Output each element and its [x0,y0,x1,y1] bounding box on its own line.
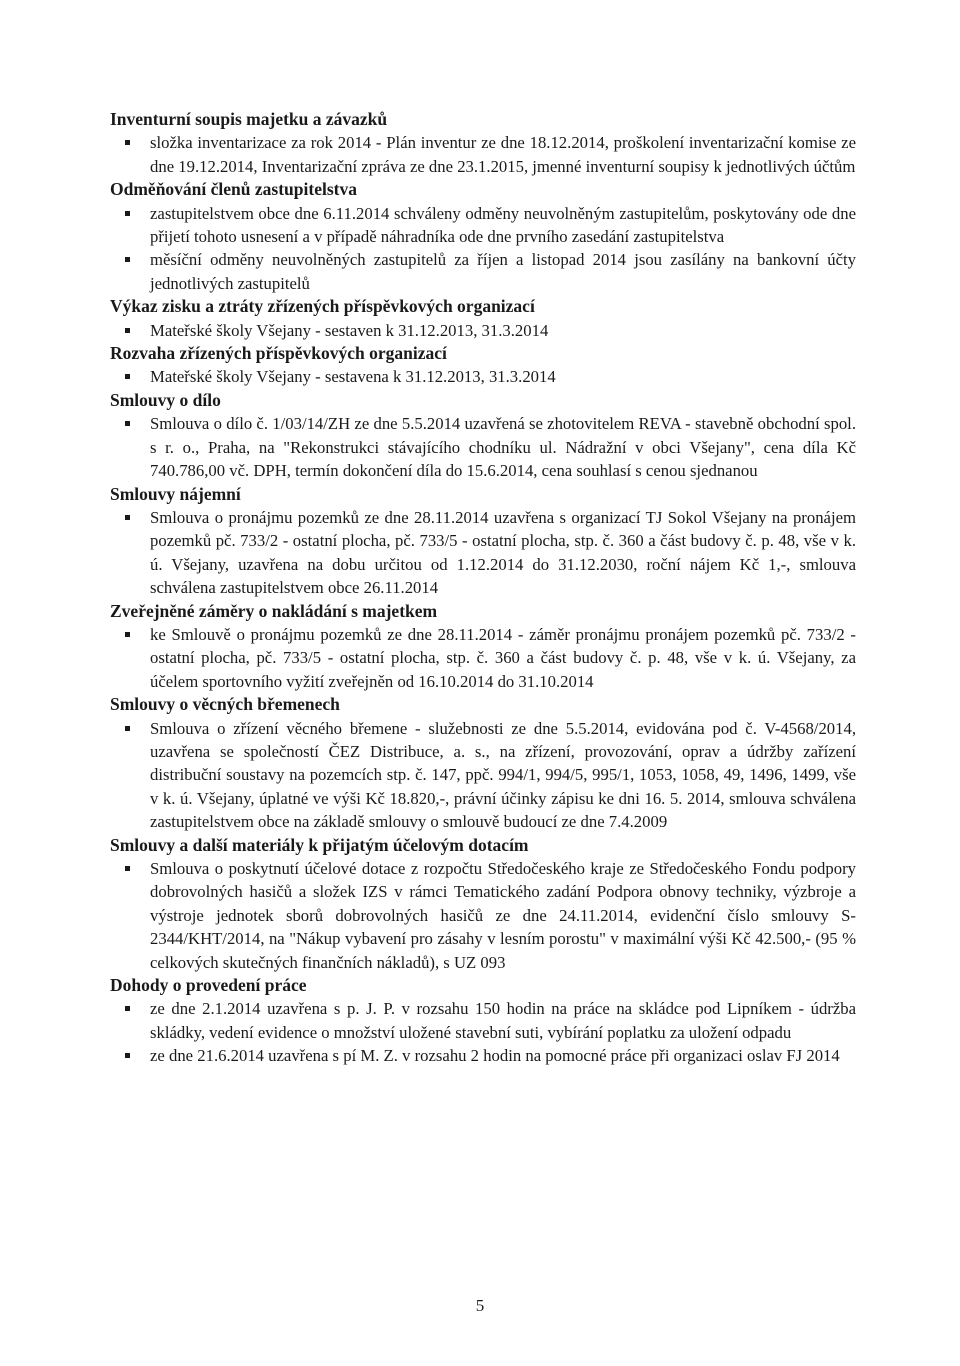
list-item [110,1044,856,1067]
section-item-list [110,717,856,834]
section-heading: Zveřejněné záměry o nakládání s majetkem [110,600,438,621]
bullet-icon [125,632,130,637]
list-item-text: měsíční odměny neuvolněných zastupitelů za říjen a listopad 2014 jsou zasílány na bankovní účty jednotlivých zastupitelů [150,250,856,293]
list-item-text: Smlouva o poskytnutí účelové dotace z rozpočtu Středočeského kraje ze Středočeského Fondu podpory dobrovolných hasičů a složek IZS v rámci Tematického zadání Podpora obnovy techniky, výzbroje a výstroje jednotek sborů dobrovolných hasičů ze dne 24.11.2014, evidenční číslo smlouvy S-2344/KHT/2014, na "Nákup vybavení pro zásahy v lesním porostu" v maximální výši Kč 42.500,- (95 % celkových skutečných finančních nákladů), s UZ 093 [150,859,856,972]
bullet-icon [125,1053,130,1058]
list-item [110,248,856,295]
section-item-list [110,202,856,296]
section-item-list [110,131,856,178]
section-heading: Smlouvy a další materiály k přijatým účelovým dotacím [110,834,529,855]
section-heading: Rozvaha zřízených příspěvkových organizací [110,343,447,364]
section-item-list [110,857,856,974]
list-item [110,506,856,600]
list-item-text: Mateřské školy Všejany - sestavena k 31.12.2013, 31.3.2014 [150,367,556,387]
list-item-text: Smlouva o dílo č. 1/03/14/ZH ze dne 5.5.2014 uzavřená se zhotovitelem REVA - stavebně obchodní spol. s r. o., Praha, na "Rekonstrukci stávajícího chodníku ul. Nádražní v obci Všejany", cena díla Kč 740.786,00 vč. DPH, termín dokončení díla do 15.6.2014, cena souhlasí s cenou sjednanou [150,414,856,481]
document-body [110,108,856,1068]
section-item-list [110,506,856,600]
section-heading: Výkaz zisku a ztráty zřízených příspěvkových organizací [110,296,535,317]
list-item [110,319,856,342]
list-item [110,131,856,178]
page-number: 5 [475,1296,485,1315]
list-item-text: ke Smlouvě o pronájmu pozemků ze dne 28.11.2014 - záměr pronájmu pronájem pozemků pč. 733/2 - ostatní plocha, pč. 733/5 - ostatní plocha, stp. č. 360 a část budovy č. p. 48, vše v k. ú. Všejany, za účelem sportovního vyžití zveřejněn od 16.10.2014 do 31.10.2014 [150,624,856,691]
section-heading: Smlouvy nájemní [110,483,241,504]
list-item [110,365,856,388]
list-item [110,717,856,834]
section-heading: Odměňování členů zastupitelstva [110,179,357,200]
section-heading: Smlouvy o dílo [110,389,221,410]
section-item-list [110,365,856,388]
bullet-icon [125,140,130,145]
section-heading: Smlouvy o věcných břemenech [110,694,340,715]
list-item [110,202,856,249]
section-item-list [110,412,856,482]
bullet-icon [125,726,130,731]
bullet-icon [125,211,130,216]
list-item-text: ze dne 21.6.2014 uzavřena s pí M. Z. v rozsahu 2 hodin na pomocné práce při organizaci oslav FJ 2014 [150,1046,840,1066]
bullet-icon [125,866,130,871]
bullet-icon [125,257,130,262]
list-item [110,857,856,974]
list-item-text: složka inventarizace za rok 2014 - Plán inventur ze dne 18.12.2014, proškolení inventarizační komise ze dne 19.12.2014, Inventarizační zpráva ze dne 23.1.2015, jmenné inventurní soupisy k jednotlivých účtům [150,133,856,176]
list-item-text: Smlouva o zřízení věcného břemene - služebnosti ze dne 5.5.2014, evidována pod č. V-4568/2014, uzavřena se společností ČEZ Distribuce, a. s., na zřízení, provozování, oprav a údržby zařízení distribuční soustavy na pozemcích stp. č. 147, ppč. 994/1, 994/5, 995/1, 1053, 1058, 49, 1496, 1499, vše v k. ú. Všejany, úplatné ve výši Kč 18.820,-, právní účinky zápisu ke dni 16. 5. 2014, smlouva schválena zastupitelstvem obce na základě smlouvy o smlouvě budoucí ze dne 7.4.2009 [150,718,856,832]
bullet-icon [125,328,130,333]
list-item [110,412,856,482]
bullet-icon [125,1006,130,1011]
section-item-list [110,319,856,342]
list-item [110,997,856,1044]
bullet-icon [125,421,130,426]
list-item-text: Smlouva o pronájmu pozemků ze dne 28.11.2014 uzavřena s organizací TJ Sokol Všejany na pronájem pozemků pč. 733/2 - ostatní plocha, pč. 733/5 - ostatní plocha, stp. č. 360 a část budovy č. p. 48, vše v k. ú. Všejany, uzavřena na dobu určitou od 1.12.2014 do 31.12.2030, roční nájem Kč 1,-, smlouva schválena zastupitelstvem obce 26.11.2014 [150,507,856,598]
list-item-text: Mateřské školy Všejany - sestaven k 31.12.2013, 31.3.2014 [150,320,549,340]
section-item-list [110,623,856,693]
section-heading: Inventurní soupis majetku a závazků [110,109,388,129]
list-item-text: zastupitelstvem obce dne 6.11.2014 schváleny odměny neuvolněným zastupitelům, poskytovány ode dne přijetí tohoto usnesení a v případě náhradníka ode dne prvního zasedání zastupitelstva [150,203,856,247]
list-item-text: ze dne 2.1.2014 uzavřena s p. J. P. v rozsahu 150 hodin na práce na skládce pod Lipníkem - údržba skládky, vedení evidence o množství uložené stavební suti, vybírání poplatku za uložení odpadu [150,999,856,1042]
section-item-list [110,997,856,1067]
bullet-icon [125,374,130,379]
list-item [110,623,856,693]
section-heading: Dohody o provedení práce [110,975,307,996]
bullet-icon [125,515,130,520]
